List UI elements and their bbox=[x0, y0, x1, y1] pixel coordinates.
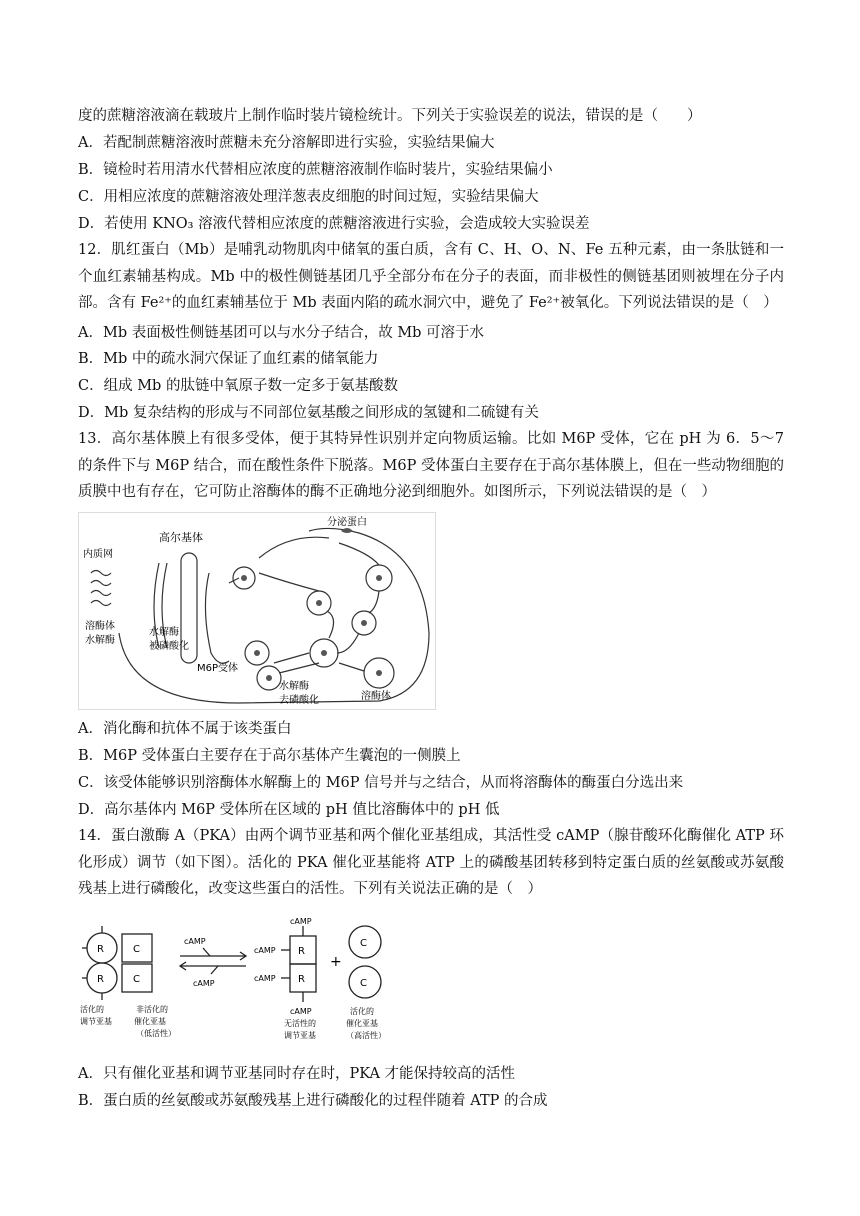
m6p-pathway-diagram bbox=[79, 513, 435, 709]
q13-option-c: C．该受体能够识别溶酶体水解酶上的 M6P 信号并与之结合，从而将溶酶体的酶蛋白分选出来 bbox=[78, 775, 684, 791]
pka-figure bbox=[78, 918, 398, 1042]
label-golgi: 高尔基体 bbox=[159, 531, 203, 544]
label-lyso-enzyme-2: 水解酶 bbox=[85, 635, 115, 646]
label-secreted-protein: 分泌蛋白 bbox=[327, 517, 367, 528]
label-lysosome: 溶酶体 bbox=[361, 691, 391, 702]
left-caption-2: 调节亚基 bbox=[80, 1017, 112, 1026]
far-caption-1: 活化的 bbox=[350, 1007, 374, 1016]
q13-option-b: B．M6P 受体蛋白主要存在于高尔基体产生囊泡的一侧膜上 bbox=[78, 748, 461, 764]
q13-option-d: D．高尔基体内 M6P 受体所在区域的 pH 值比溶酶体中的 pH 低 bbox=[78, 802, 500, 818]
label-dephos-1: 水解酶 bbox=[279, 681, 309, 692]
r-label-3: R bbox=[298, 946, 305, 957]
q12-option-c: C．组成 Mb 的肽链中氧原子数一定多于氨基酸数 bbox=[78, 378, 398, 394]
left-caption-1: 活化的 bbox=[80, 1005, 104, 1014]
q11-option-c: C．用相应浓度的蔗糖溶液处理洋葱表皮细胞的时间过短，实验结果偏大 bbox=[78, 189, 539, 205]
label-phos-1: 水解酶 bbox=[149, 627, 179, 638]
q12-option-b: B．Mb 中的疏水洞穴保证了血红素的储氧能力 bbox=[78, 351, 379, 367]
label-m6p-receptor: M6P受体 bbox=[197, 663, 239, 674]
camp-label-r3: cAMP bbox=[254, 974, 276, 983]
right-caption-1: cAMP bbox=[290, 1007, 312, 1016]
mid-caption-2: 催化亚基 bbox=[134, 1017, 166, 1026]
c-label-1: C bbox=[133, 944, 140, 955]
c-label-2: C bbox=[133, 974, 140, 985]
right-caption-3: 调节亚基 bbox=[284, 1031, 316, 1040]
q11-stem: 度的蔗糖溶液滴在载玻片上制作临时装片镜检统计。下列关于实验误差的说法，错误的是（ ） bbox=[78, 108, 702, 124]
q14-option-a: A．只有催化亚基和调节亚基同时存在时，PKA 才能保持较高的活性 bbox=[78, 1066, 516, 1082]
r-label-2: R bbox=[97, 974, 104, 985]
camp-label-bottom: cAMP bbox=[193, 979, 215, 988]
q11-option-b: B．镜检时若用清水代替相应浓度的蔗糖溶液制作临时装片，实验结果偏小 bbox=[78, 162, 553, 178]
mid-caption-1: 非活化的 bbox=[136, 1005, 168, 1014]
camp-label-r1: cAMP bbox=[290, 918, 312, 926]
m6p-pathway-figure bbox=[78, 512, 436, 710]
label-dephos-2: 去磷酸化 bbox=[279, 695, 319, 706]
q12-option-d: D．Mb 复杂结构的形成与不同部位氨基酸之间形成的氢键和二硫键有关 bbox=[78, 405, 539, 421]
q12-option-a: A．Mb 表面极性侧链基团可以与水分子结合，故 Mb 可溶于水 bbox=[78, 325, 485, 341]
q12-stem: 12．肌红蛋白（Mb）是哺乳动物肌肉中储氧的蛋白质，含有 C、H、O、N、Fe 五种元素，由一条肽链和一个血红素辅基构成。Mb 中的极性侧链基团几乎全部分布在分子的表面，而非极性的侧链基团则被埋在分子内部。含有 Fe²⁺的血红素辅基位于 Mb 表面内陷的疏水洞穴中，避免了 Fe²⁺被氧化。下列说法错误的是（ ） bbox=[78, 242, 784, 311]
pka-activation-diagram bbox=[78, 918, 398, 1042]
q13-option-a: A．消化酶和抗体不属于该类蛋白 bbox=[78, 721, 292, 737]
r-label-4: R bbox=[298, 974, 305, 985]
r-label-1: R bbox=[97, 944, 104, 955]
right-caption-2: 无活性的 bbox=[284, 1019, 316, 1028]
label-lyso-enzyme-1: 溶酶体 bbox=[85, 621, 115, 632]
q11-option-a: A．若配制蔗糖溶液时蔗糖未充分溶解即进行实验，实验结果偏大 bbox=[78, 135, 495, 151]
mid-caption-3: （低活性） bbox=[136, 1029, 176, 1038]
c-label-3: C bbox=[360, 938, 367, 949]
q11-option-d: D．若使用 KNO₃ 溶液代替相应浓度的蔗糖溶液进行实验，会造成较大实验误差 bbox=[78, 216, 590, 232]
plus-sign: + bbox=[330, 954, 342, 970]
camp-label-r2: cAMP bbox=[254, 946, 276, 955]
camp-label-top: cAMP bbox=[184, 937, 206, 946]
q13-stem: 13．高尔基体膜上有很多受体，便于其特异性识别并定向物质运输。比如 M6P 受体，它在 pH 为 6．5～7 的条件下与 M6P 结合，而在酸性条件下脱落。M6P 受体蛋白主要存在于高尔基体膜上，但在一些动物细胞的质膜中也有存在，它可防止溶酶体的酶不正确地分泌到细胞外。如图所示，下列说法错误的是（ ） bbox=[78, 431, 784, 500]
q14-stem: 14．蛋白激酶 A（PKA）由两个调节亚基和两个催化亚基组成，其活性受 cAMP（腺苷酸环化酶催化 ATP 环化形成）调节（如下图）。活化的 PKA 催化亚基能将 ATP 上的磷酸基团转移到特定蛋白质的丝氨酸或苏氨酸残基上进行磷酸化，改变这些蛋白的活性。下列有关说法正确的是（ ） bbox=[78, 828, 784, 897]
c-label-4: C bbox=[360, 978, 367, 989]
label-phos-2: 被磷酸化 bbox=[149, 641, 189, 652]
far-caption-3: （高活性） bbox=[346, 1031, 386, 1040]
q14-option-b: B．蛋白质的丝氨酸或苏氨酸残基上进行磷酸化的过程伴随着 ATP 的合成 bbox=[78, 1093, 548, 1109]
label-er: 内质网 bbox=[83, 549, 113, 560]
far-caption-2: 催化亚基 bbox=[346, 1019, 378, 1028]
